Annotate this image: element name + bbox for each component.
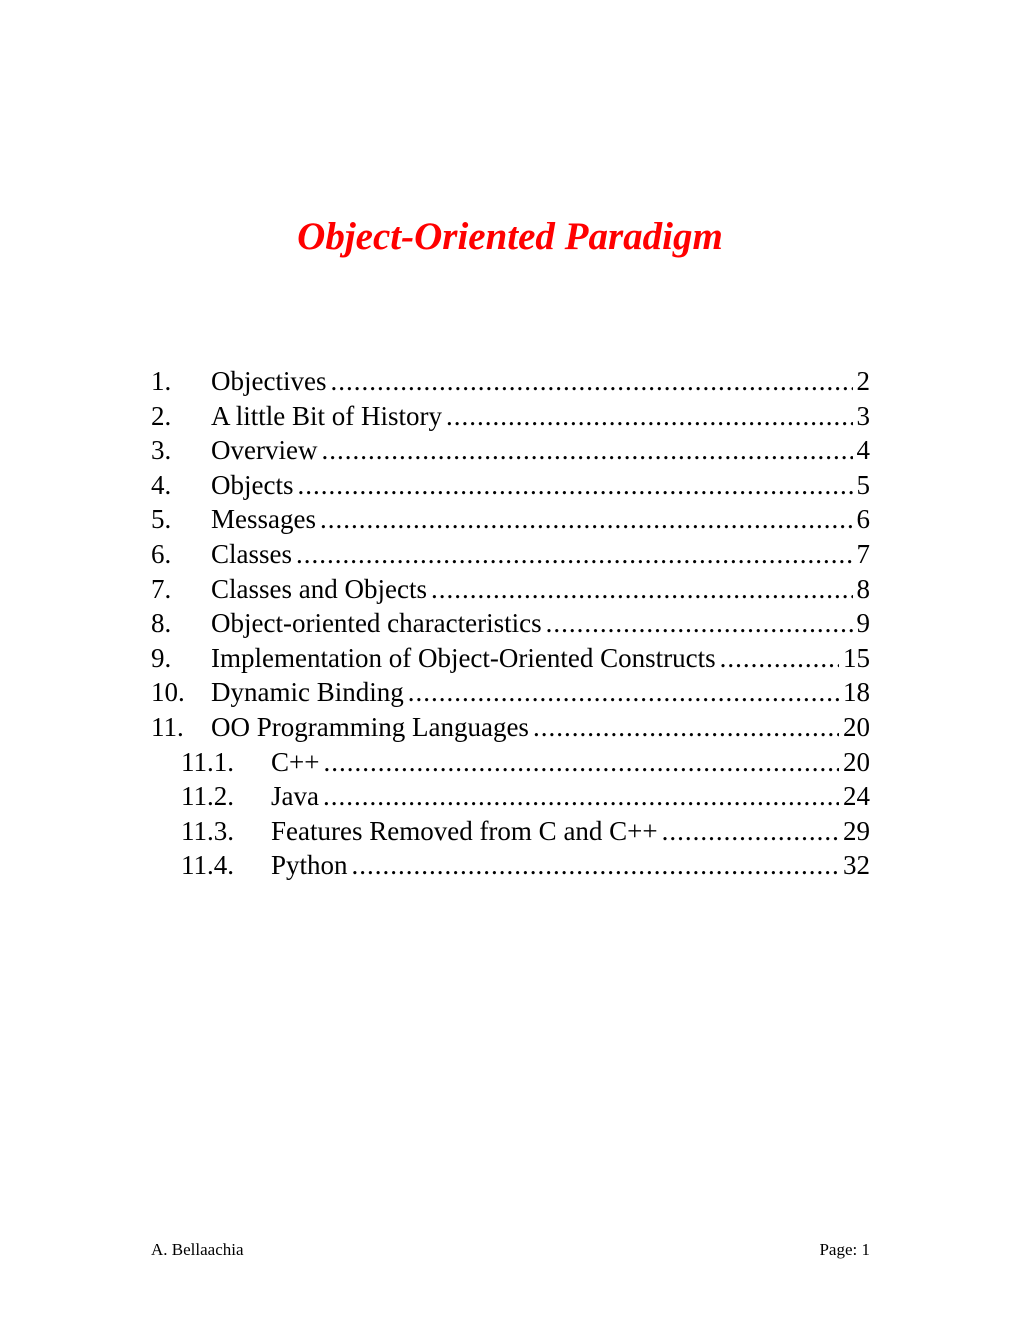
toc-dot-leader (546, 606, 853, 641)
toc-entry-number: 3. (151, 435, 172, 466)
toc-entry-page: 15 (843, 642, 870, 673)
toc-entry-page: 7 (856, 538, 870, 569)
toc-entry-title: Objectives (211, 366, 327, 396)
toc-entry-number: 10. (151, 677, 185, 708)
toc-entry-title: Implementation of Object-Oriented Constructs (211, 642, 716, 673)
toc-entry-page: 20 (843, 711, 870, 742)
toc-entry-page: 24 (843, 781, 870, 812)
toc-dot-leader (408, 675, 839, 710)
toc-dot-leader (323, 745, 839, 780)
toc-entry-number: 4. (151, 469, 172, 500)
toc-entry-title: Features Removed from C and C++ (271, 815, 658, 846)
toc-entry[interactable] (151, 641, 870, 676)
toc-entry-title: Classes and Objects (211, 573, 427, 604)
toc-entry[interactable] (151, 572, 870, 607)
toc-entry-number: 1. (151, 366, 172, 396)
toc-entry-title: C++ (271, 746, 320, 777)
toc-dot-leader (533, 710, 839, 745)
toc-entry-number: 5. (151, 504, 172, 535)
toc-entry-title: Java (271, 781, 319, 812)
toc-entry-page: 3 (856, 400, 870, 431)
toc-entry[interactable] (151, 814, 870, 849)
toc-entry-number: 8. (151, 608, 172, 639)
toc-entry-title: OO Programming Languages (211, 711, 529, 742)
toc-dot-leader (446, 399, 852, 434)
toc-dot-leader (330, 364, 852, 399)
toc-entry[interactable] (151, 537, 870, 572)
toc-entry-title: Messages (211, 504, 316, 535)
toc-entry[interactable] (151, 848, 870, 883)
toc-entry-page: 20 (843, 746, 870, 777)
toc-dot-leader (352, 848, 839, 883)
toc-dot-leader (323, 779, 839, 814)
toc-entry-title: Objects (211, 469, 294, 500)
toc-entry-title: Python (271, 850, 348, 881)
toc-entry-number: 6. (151, 538, 172, 569)
toc-entry-number: 11.3. (181, 815, 234, 846)
footer-author: A. Bellaachia (151, 1240, 244, 1259)
toc-dot-leader (321, 433, 852, 468)
toc-entry-number: 11.4. (181, 850, 234, 881)
toc-entry-page: 29 (843, 815, 870, 846)
toc-entry-title: Classes (211, 538, 292, 569)
toc-entry[interactable] (151, 675, 870, 710)
toc-entry-page: 18 (843, 677, 870, 708)
toc-entry-number: 2. (151, 400, 172, 431)
toc-entry-page: 4 (856, 435, 870, 466)
toc-entry-number: 11.1. (181, 746, 234, 777)
toc-dot-leader (720, 641, 839, 676)
toc-entry-title: Object-oriented characteristics (211, 608, 542, 639)
toc-dot-leader (297, 468, 852, 503)
toc-entry-page: 32 (843, 850, 870, 881)
toc-entry-page: 6 (856, 504, 870, 535)
toc-entry-number: 11. (151, 711, 184, 742)
toc-entry-page: 8 (856, 573, 870, 604)
toc-entry-number: 11.2. (181, 781, 234, 812)
toc-entry-number: 7. (151, 573, 172, 604)
toc-dot-leader (296, 537, 853, 572)
toc-entry-title: Overview (211, 435, 318, 466)
toc-entry[interactable] (151, 779, 870, 814)
table-of-contents (151, 364, 870, 883)
toc-entry[interactable] (151, 606, 870, 641)
toc-entry[interactable] (151, 502, 870, 537)
page-title: Object-Oriented Paradigm (297, 215, 723, 258)
toc-entry[interactable] (151, 399, 870, 434)
toc-entry-page: 5 (856, 469, 870, 500)
toc-entry[interactable] (151, 433, 870, 468)
toc-entry-number: 9. (151, 642, 172, 673)
toc-entry[interactable] (151, 710, 870, 745)
toc-entry[interactable] (151, 745, 870, 780)
toc-dot-leader (320, 502, 853, 537)
footer-page-number: Page: 1 (819, 1240, 870, 1259)
toc-entry-page: 9 (856, 608, 870, 639)
toc-entry-title: A little Bit of History (211, 400, 443, 431)
toc-dot-leader (662, 814, 839, 849)
toc-dot-leader (431, 572, 853, 607)
toc-entry-page: 2 (856, 366, 870, 396)
toc-entry[interactable] (151, 468, 870, 503)
toc-entry[interactable] (151, 364, 870, 399)
toc-entry-title: Dynamic Binding (211, 677, 404, 708)
